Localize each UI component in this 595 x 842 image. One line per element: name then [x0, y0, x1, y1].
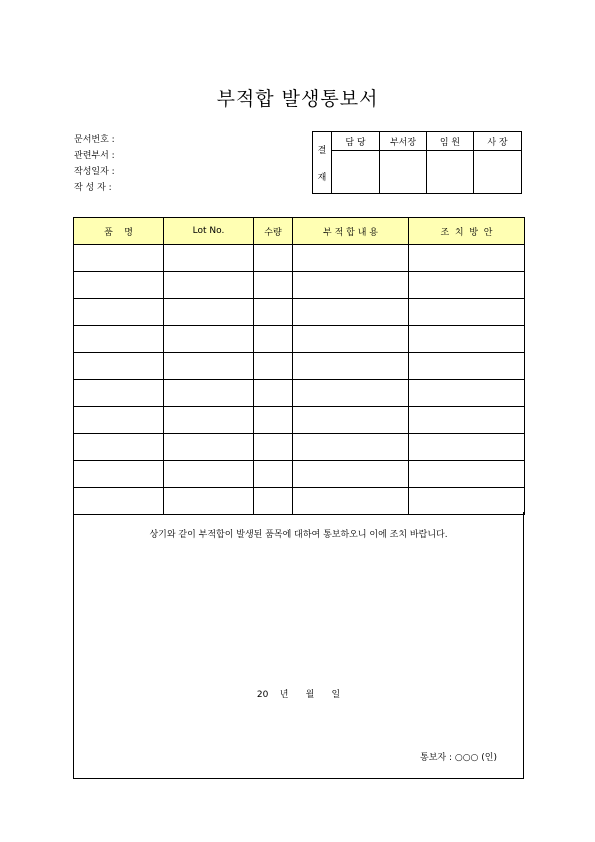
meta-label: 문서번호 :	[74, 135, 115, 145]
table-cell[interactable]	[74, 488, 164, 515]
approval-header-dept-head: 부서장	[380, 132, 427, 151]
table-cell[interactable]	[409, 299, 525, 326]
table-cell[interactable]	[254, 245, 293, 272]
nonconformity-table	[73, 217, 525, 515]
table-cell[interactable]	[254, 461, 293, 488]
table-cell[interactable]	[293, 380, 409, 407]
document-meta	[74, 132, 115, 196]
table-cell[interactable]	[164, 434, 254, 461]
table-cell[interactable]	[293, 326, 409, 353]
table-cell[interactable]	[409, 461, 525, 488]
meta-author	[74, 180, 115, 196]
table-cell[interactable]	[293, 407, 409, 434]
table-cell[interactable]	[254, 326, 293, 353]
footer-box	[73, 512, 524, 779]
table-cell[interactable]	[74, 353, 164, 380]
meta-label: 작성일자 :	[74, 167, 115, 177]
table-cell[interactable]	[164, 272, 254, 299]
header-quantity: 수량	[254, 218, 293, 245]
meta-label: 작 성 자 :	[74, 183, 112, 193]
table-cell[interactable]	[254, 434, 293, 461]
table-cell[interactable]	[74, 434, 164, 461]
header-nonconformity: 부 적 합 내 용	[293, 218, 409, 245]
table-cell[interactable]	[293, 488, 409, 515]
table-row	[74, 245, 525, 272]
table-row	[74, 353, 525, 380]
approval-header-staff: 담 당	[332, 132, 380, 151]
table-row	[74, 434, 525, 461]
table-cell[interactable]	[409, 407, 525, 434]
meta-related-dept	[74, 148, 115, 164]
approval-header-executive: 임 원	[427, 132, 474, 151]
table-cell[interactable]	[164, 299, 254, 326]
table-cell[interactable]	[74, 407, 164, 434]
approval-box	[312, 131, 522, 194]
table-cell[interactable]	[74, 245, 164, 272]
table-row	[74, 380, 525, 407]
approval-side-top: 결	[317, 145, 327, 156]
approval-sign-staff[interactable]	[332, 151, 380, 194]
table-cell[interactable]	[164, 380, 254, 407]
approval-sign-executive[interactable]	[427, 151, 474, 194]
table-cell[interactable]	[409, 245, 525, 272]
approval-side-label	[313, 132, 332, 194]
approval-header-president: 사 장	[474, 132, 522, 151]
document-title: 부적합 발생통보서	[216, 88, 379, 110]
table-cell[interactable]	[74, 299, 164, 326]
table-cell[interactable]	[409, 326, 525, 353]
approval-sign-president[interactable]	[474, 151, 522, 194]
table-cell[interactable]	[409, 434, 525, 461]
table-row	[74, 272, 525, 299]
header-item-name: 품 명	[74, 218, 164, 245]
table-cell[interactable]	[409, 380, 525, 407]
table-row	[74, 461, 525, 488]
table-cell[interactable]	[164, 326, 254, 353]
approval-side-bottom: 재	[317, 172, 327, 183]
table-cell[interactable]	[254, 380, 293, 407]
table-header-row	[74, 218, 525, 245]
table-body	[74, 245, 525, 515]
table-cell[interactable]	[164, 461, 254, 488]
table-cell[interactable]	[293, 299, 409, 326]
table-cell[interactable]	[164, 407, 254, 434]
notice-text: 상기와 같이 부적합이 발생된 품목에 대하여 통보하오니 이에 조치 바랍니다.	[149, 530, 448, 540]
table-cell[interactable]	[409, 353, 525, 380]
table-cell[interactable]	[254, 299, 293, 326]
header-action-plan: 조 치 방 안	[409, 218, 525, 245]
table-cell[interactable]	[293, 461, 409, 488]
table-cell[interactable]	[254, 488, 293, 515]
table-cell[interactable]	[74, 380, 164, 407]
table-cell[interactable]	[254, 353, 293, 380]
table-cell[interactable]	[409, 272, 525, 299]
table-cell[interactable]	[293, 353, 409, 380]
meta-doc-number	[74, 132, 115, 148]
table-row	[74, 407, 525, 434]
reporter-line: 통보자 : ○○○ (인)	[420, 753, 497, 763]
table-cell[interactable]	[74, 461, 164, 488]
date-line: 20 년 월 일	[256, 690, 341, 700]
header-lot-no: Lot No.	[164, 218, 254, 245]
meta-date	[74, 164, 115, 180]
table-cell[interactable]	[293, 245, 409, 272]
meta-label: 관련부서 :	[74, 151, 115, 161]
table-cell[interactable]	[409, 488, 525, 515]
table-cell[interactable]	[74, 272, 164, 299]
table-row	[74, 299, 525, 326]
table-cell[interactable]	[164, 245, 254, 272]
table-cell[interactable]	[254, 272, 293, 299]
table-cell[interactable]	[164, 353, 254, 380]
table-cell[interactable]	[164, 488, 254, 515]
table-cell[interactable]	[74, 326, 164, 353]
table-cell[interactable]	[293, 272, 409, 299]
table-row	[74, 326, 525, 353]
table-row	[74, 488, 525, 515]
table-cell[interactable]	[293, 434, 409, 461]
approval-sign-dept-head[interactable]	[380, 151, 427, 194]
table-cell[interactable]	[254, 407, 293, 434]
